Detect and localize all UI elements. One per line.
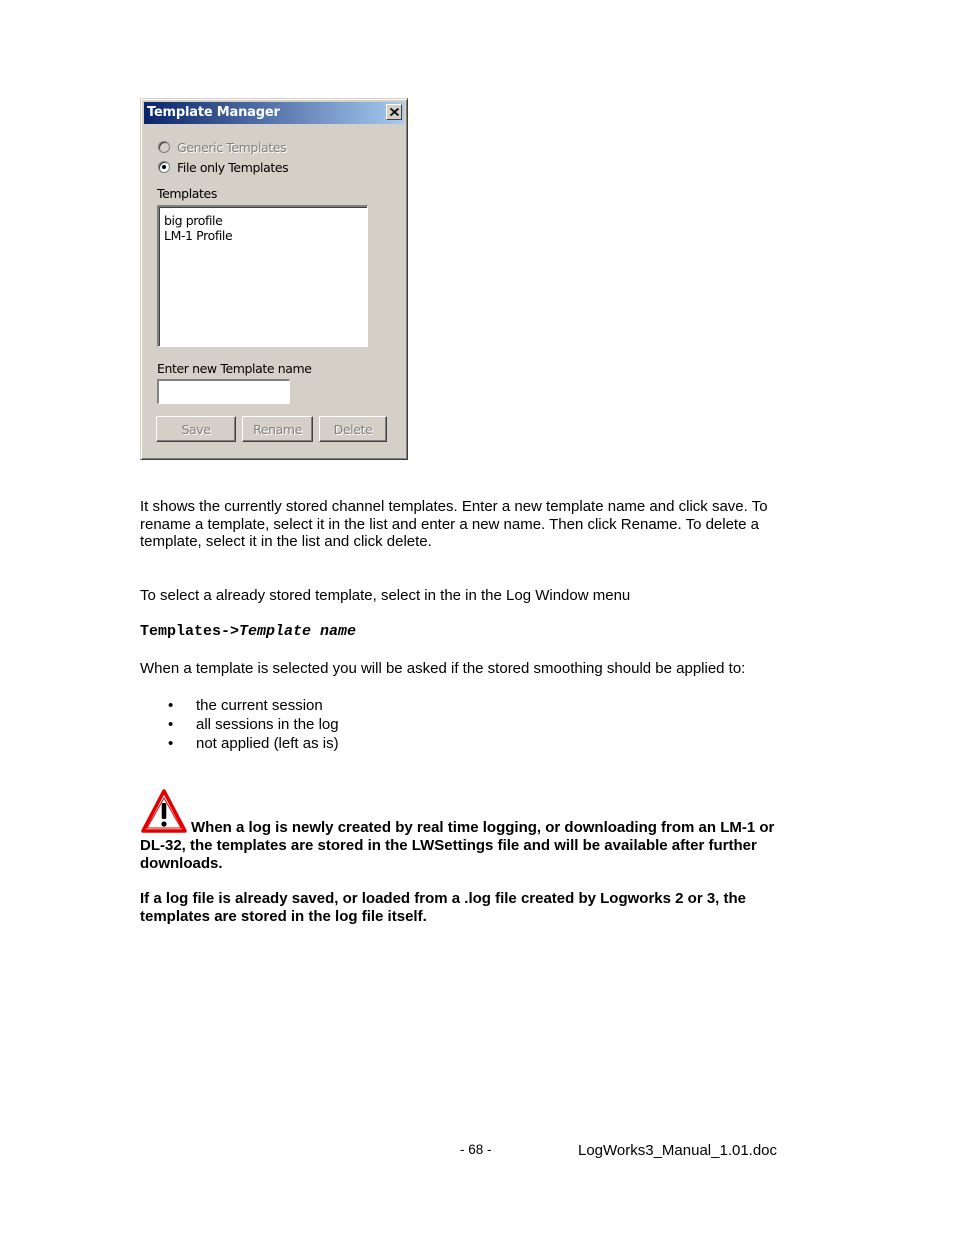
text-line: It shows the currently stored channel templates. Enter a new template name and click save. To [140, 498, 768, 515]
warning-line-2: DL-32, the templates are stored in the LWSettings file and will be available after further [140, 837, 757, 854]
document-filename: LogWorks3_Manual_1.01.doc [578, 1142, 778, 1159]
radio-generic-templates[interactable] [158, 139, 286, 155]
templates-label: Templates [157, 186, 217, 201]
warning-line-3: downloads. [140, 855, 223, 872]
new-template-name-input[interactable] [157, 379, 290, 404]
bullet-mark: • [168, 716, 174, 733]
radio-icon [158, 141, 170, 153]
list-item: all sessions in the log [196, 716, 339, 733]
bullet-mark: • [168, 735, 174, 752]
template-manager-dialog [140, 98, 408, 460]
templates-listbox[interactable] [157, 205, 368, 347]
list-item: not applied (left as is) [196, 735, 339, 752]
text-line: template, select it in the list and click delete. [140, 533, 432, 550]
list-item: the current session [196, 697, 323, 714]
radio-icon [158, 161, 170, 173]
rename-button[interactable]: Rename [242, 416, 313, 442]
save-button[interactable]: Save [156, 416, 236, 442]
list-item[interactable]: big profile [164, 213, 223, 228]
list-item[interactable]: LM-1 Profile [164, 228, 233, 243]
page-number: - 68 - [460, 1142, 492, 1157]
note-paragraph [140, 890, 746, 925]
warning-line-1: When a log is newly created by real time logging, or downloading from an LM-1 or [191, 819, 775, 836]
menu-path-prefix: Templates-> [140, 623, 240, 640]
close-button[interactable] [386, 104, 402, 120]
text-line: templates are stored in the log file itself. [140, 907, 427, 925]
menu-path [140, 623, 356, 640]
delete-button[interactable]: Delete [319, 416, 387, 442]
radio-generic-label: Generic Templates [177, 139, 287, 155]
radio-file-only-templates[interactable] [158, 159, 288, 175]
new-template-name-label: Enter new Template name [157, 361, 312, 376]
menu-path-item: Template name [239, 623, 357, 640]
paragraph-select-template: To select a already stored template, select in the in the Log Window menu [140, 587, 631, 604]
dialog-titlebar [144, 102, 404, 124]
paragraph-intro [140, 498, 768, 551]
close-icon [390, 108, 399, 116]
bullet-mark: • [168, 697, 174, 714]
radio-file-only-label: File only Templates [177, 159, 289, 175]
dialog-title: Template Manager [147, 105, 280, 120]
text-line: If a log file is already saved, or loaded from a .log file created by Logworks 2 or 3, the [140, 890, 747, 907]
warning-icon [141, 788, 187, 834]
paragraph-smoothing: When a template is selected you will be asked if the stored smoothing should be applied to: [140, 660, 746, 677]
text-line: rename a template, select it in the list and enter a new name. Then click Rename. To delete a [140, 515, 759, 533]
